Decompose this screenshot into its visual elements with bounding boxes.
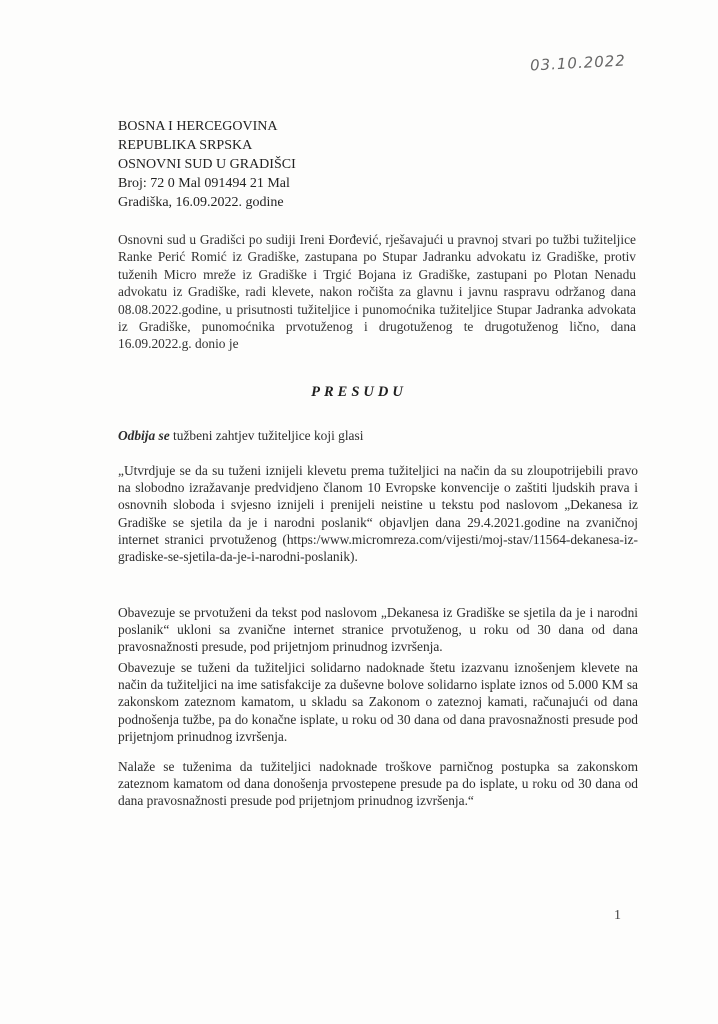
header-place-date: Gradiška, 16.09.2022. godine: [118, 195, 284, 210]
header-entity: REPUBLIKA SRPSKA: [118, 138, 253, 153]
claim-paragraph-4: Nalaže se tuženima da tužiteljici nadoknade troškove parničnog postupka sa zakonskom zateznom kamatom od dana donošenja prvostepene presude pa do isplate, u roku od 30 dana od dana pravosnažnosti presude pod prijetnjom prinudnog izvršenja.“: [118, 759, 638, 809]
rejection-line: [118, 427, 638, 444]
court-header: [118, 117, 296, 212]
intro-paragraph: Osnovni sud u Gradišci po sudiji Ireni Đorđević, rješavajući u pravnoj stvari po tužbi tužiteljice Ranke Perić Romić iz Gradiške, zastupana po Stupar Jadranku advokatu iz Gradiške, protiv tuženih Micro mreže iz Gradiške i Trgić Bojana iz Gradiške, zastupani po Plotan Nenadu advokatu iz Gradiške, radi klevete, nakon ročišta za glavnu i javnu raspravu održanog dana 08.08.2022.godine, u prisutnosti tužiteljice i punomoćnika tužiteljice Stupar Jadranka advokata iz Gradiške, punomoćnika prvotuženog i drugotuženog te drugotuženog lično, dana 16.09.2022.g. donio je: [118, 232, 636, 352]
rejection-rest: tužbeni zahtjev tužiteljice koji glasi: [169, 428, 364, 443]
claim-paragraph-3: Obavezuje se tuženi da tužiteljici solidarno nadoknade štetu izazvanu iznošenjem klevete na način da tužiteljici na ime satisfakcije za duševne bolove solidarno isplate iznos od 5.000 KM sa zakonskom zateznom kamatom, u skladu sa Zakonom o zateznoj kamati, računajući od dana podnošenja tužbe, pa do konačne isplate, u roku od 30 dana od dana pravosnažnosti presude pod prijetnjom prinudnog izvršenja.: [118, 660, 638, 744]
verdict-title: PRESUDU: [311, 384, 407, 400]
quoted-claim-paragraph: „Utvrdjuje se da su tuženi iznijeli klevetu prema tužiteljici na način da su zloupotrijebili pravo na slobodno izražavanje predvidjeno članom 10 Evropske konvencije o zaštiti ljudskih prava i osnovnih sloboda i svjesno iznijeli i prenijeli neistine u tekstu pod naslovom „Dekanesa iz Gradiške se sjetila da je i narodni poslanik“ objavljen dana 29.4.2021.godine na zvaničnoj internet stranici prvotuženog (https:/www.micromreza.com/vijesti/moj-stav/11564-dekanesa-iz-gradiske-se-sjetila-da-je-i-narodni-poslanik).: [118, 463, 638, 565]
handwritten-date-stamp: 03.10.2022: [529, 51, 627, 75]
header-case-number: Broj: 72 0 Mal 091494 21 Mal: [118, 176, 290, 191]
header-country: BOSNA I HERCEGOVINA: [118, 119, 278, 134]
rejection-bold: Odbija se: [118, 428, 170, 443]
page-number: 1: [614, 908, 621, 923]
header-court: OSNOVNI SUD U GRADIŠCI: [118, 157, 296, 172]
claim-paragraph-2: Obavezuje se prvotuženi da tekst pod naslovom „Dekanesa iz Gradiške se sjetila da je i narodni poslanik“ ukloni sa zvanične internet stranice prvotuženog, u roku od 30 dana od dana pravosnažnosti presude, pod prijetnjom prinudnog izvršenja.: [118, 605, 638, 655]
